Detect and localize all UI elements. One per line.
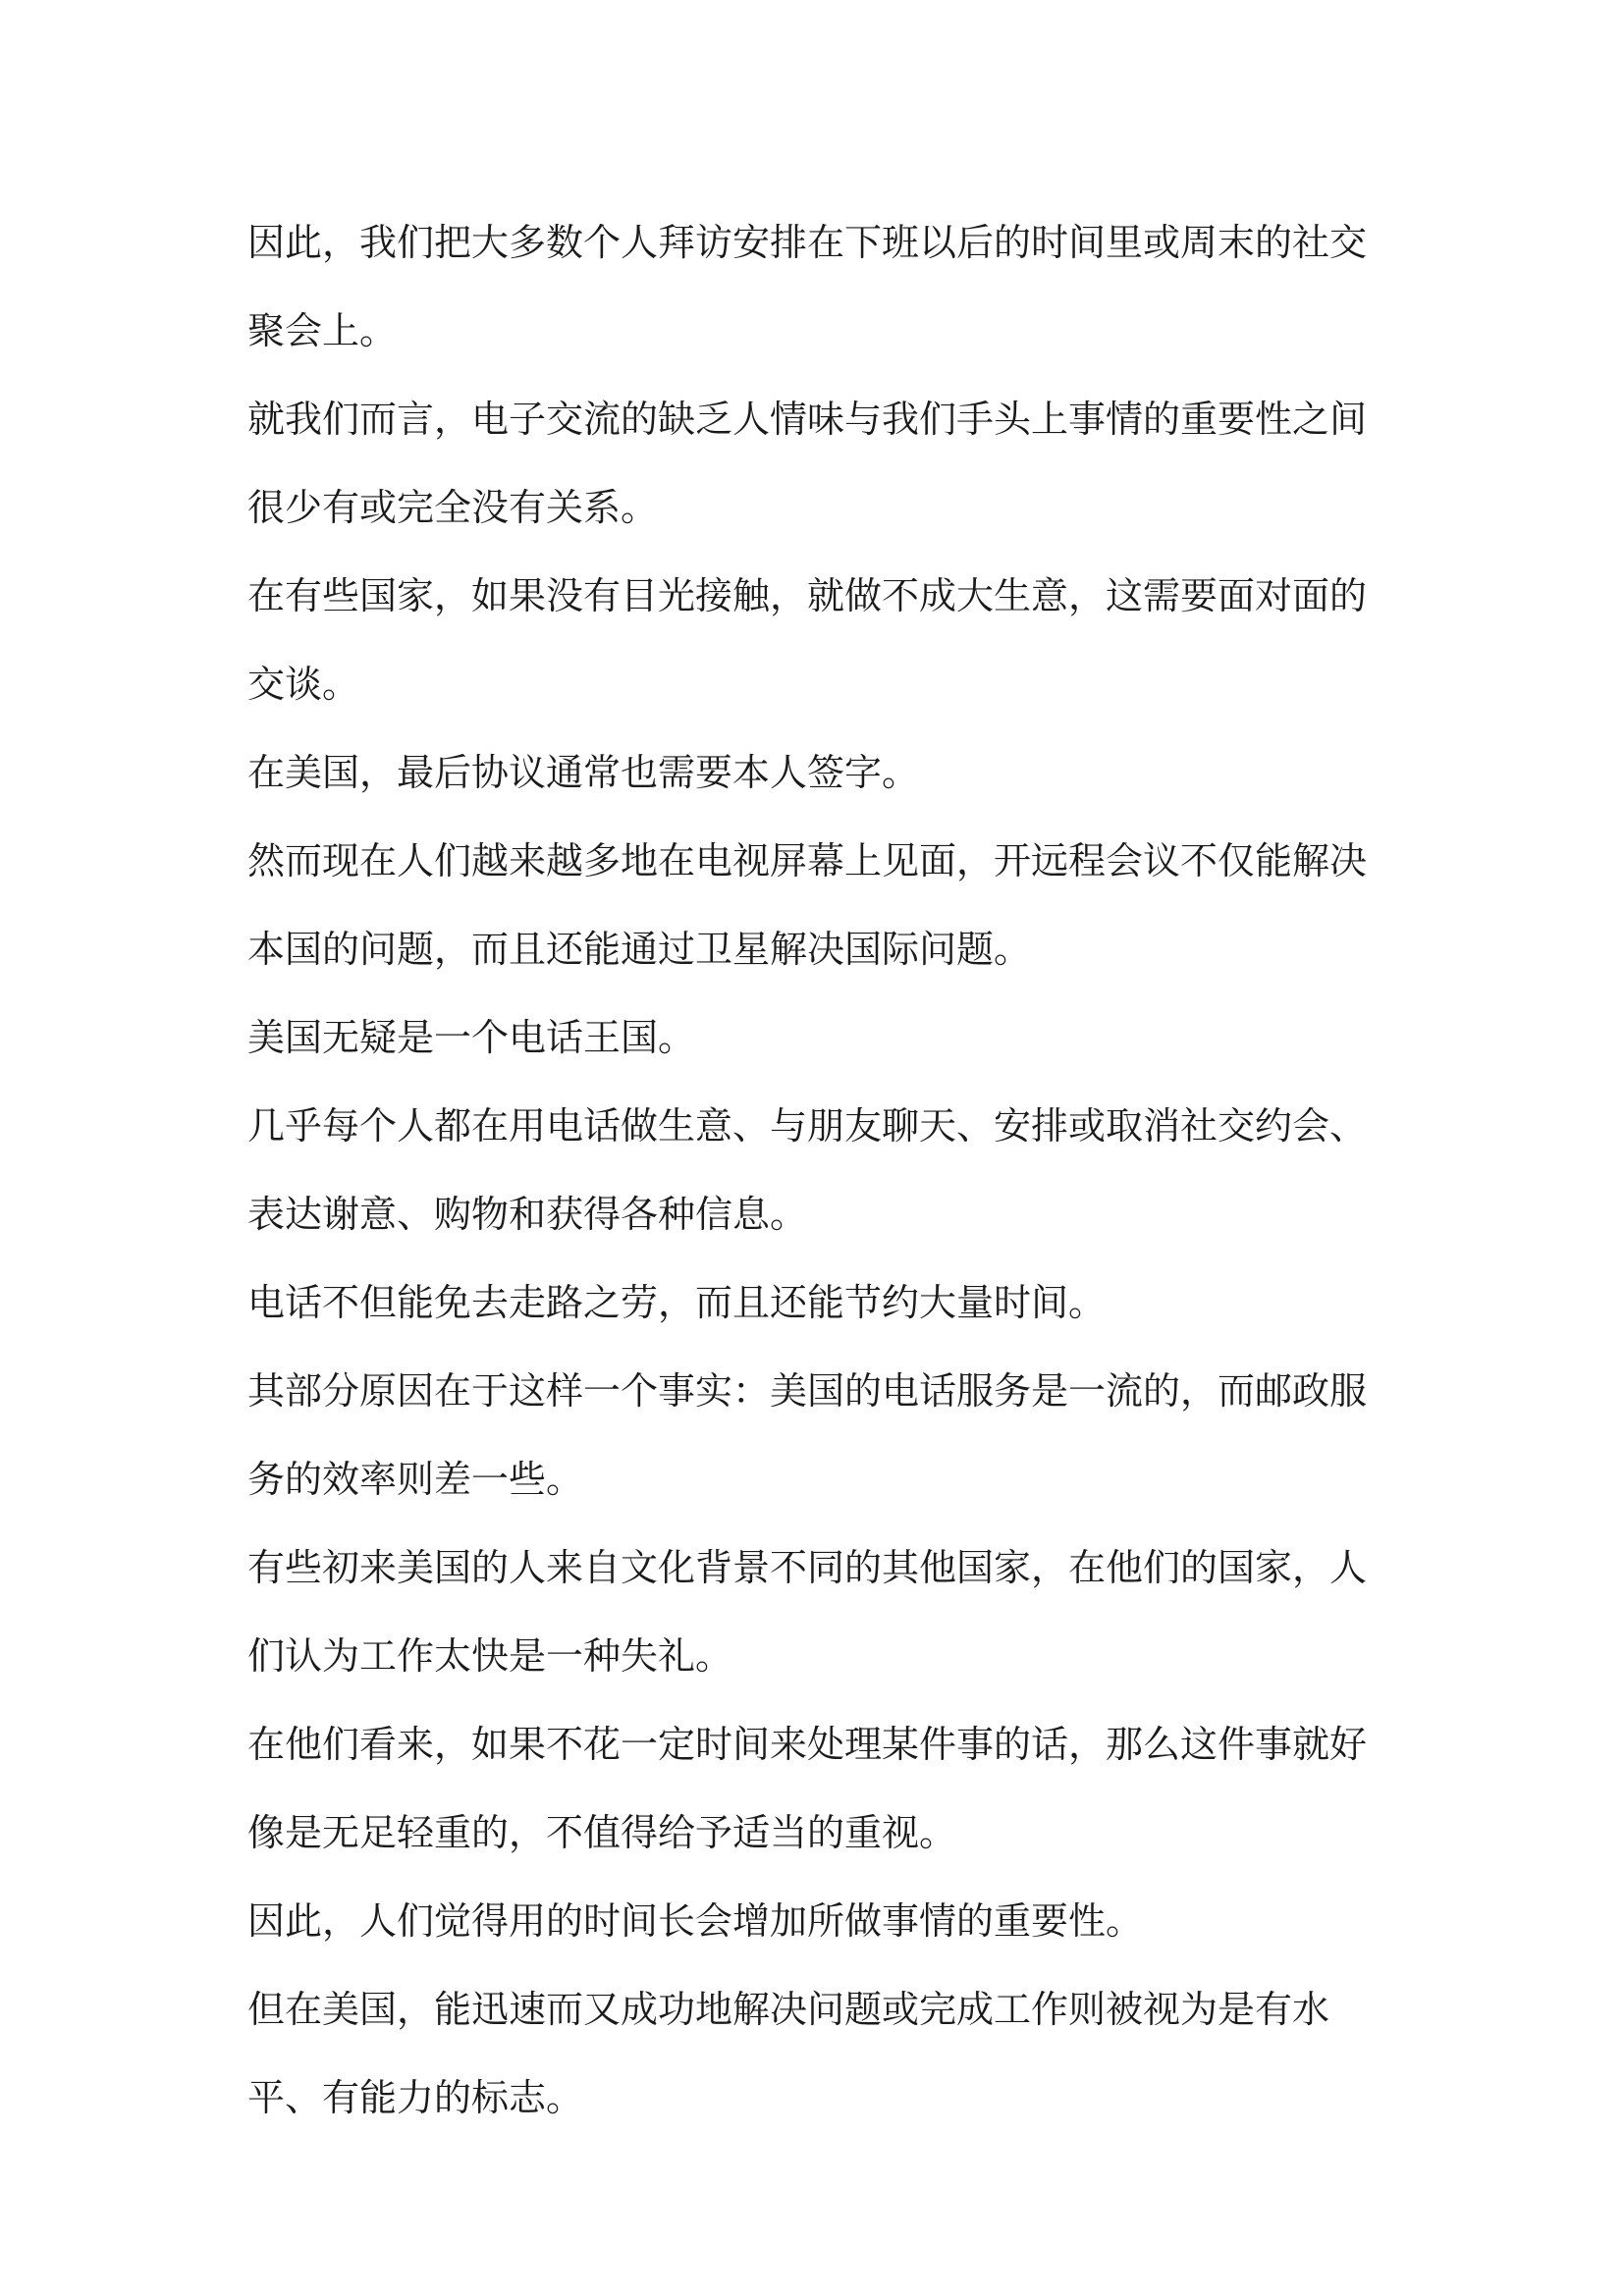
- paragraph: 但在美国，能迅速而又成功地解决问题或完成工作则被视为是有水平、有能力的标志。: [247, 1988, 1330, 2119]
- paragraph: 有些初来美国的人来自文化背景不同的其他国家，在他们的国家，人们认为工作太快是一种失礼。: [247, 1546, 1368, 1678]
- paragraph: 在美国，最后协议通常也需要本人签字。: [247, 751, 920, 794]
- paragraph: 因此，人们觉得用的时间长会增加所做事情的重要性。: [247, 1899, 1144, 1943]
- paragraph: 美国无疑是一个电话王国。: [247, 1016, 696, 1059]
- paragraph: 在他们看来，如果不花一定时间来处理某件事的话，那么这件事就好像是无足轻重的，不值得给予适当的重视。: [247, 1723, 1368, 1854]
- paragraph: 电话不但能免去走路之劳，而且还能节约大量时间。: [247, 1281, 1107, 1324]
- paragraph: 因此，我们把大多数个人拜访安排在下班以后的时间里或周末的社交聚会上。: [247, 221, 1368, 352]
- paragraph: 然而现在人们越来越多地在电视屏幕上见面，开远程会议不仅能解决本国的问题，而且还能通过卫星解决国际问题。: [247, 839, 1368, 971]
- paragraph: 几乎每个人都在用电话做生意、与朋友聊天、安排或取消社交约会、表达谢意、购物和获得各种信息。: [247, 1104, 1368, 1236]
- document-body: [247, 198, 1386, 2142]
- paragraph: 在有些国家，如果没有目光接触，就做不成大生意，这需要面对面的交谈。: [247, 574, 1368, 706]
- paragraph: 其部分原因在于这样一个事实：美国的电话服务是一流的，而邮政服务的效率则差一些。: [247, 1369, 1368, 1501]
- paragraph: 就我们而言，电子交流的缺乏人情味与我们手头上事情的重要性之间很少有或完全没有关系。: [247, 398, 1368, 529]
